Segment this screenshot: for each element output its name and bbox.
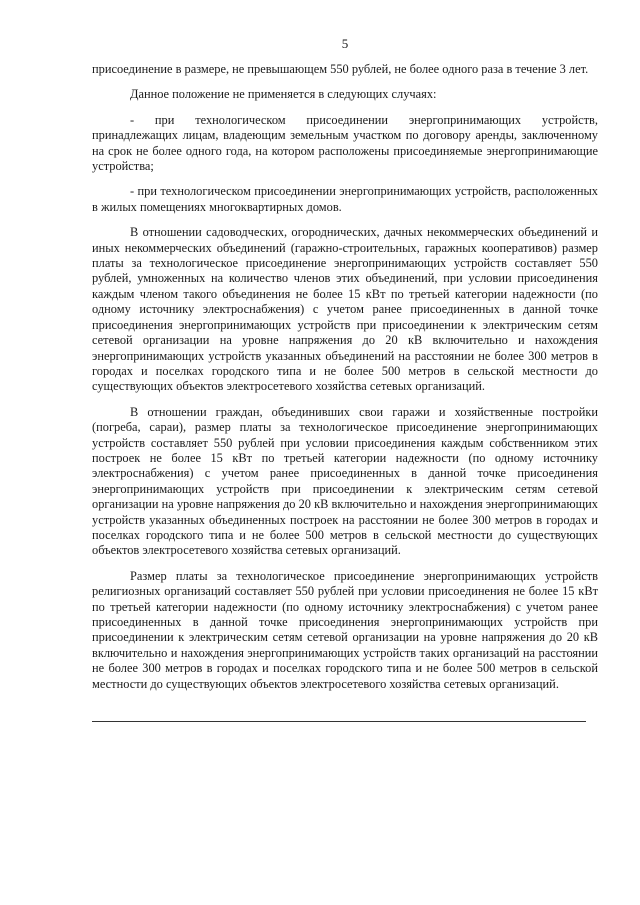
paragraph-exceptions-intro: Данное положение не применяется в следующих случаях: [130,87,437,102]
document-page [92,36,598,702]
paragraph-continuation: присоединение в размере, не превышающем 550 рублей, не более одного раза в течение 3 лет. [92,62,589,76]
page-number: 5 [341,36,349,51]
paragraph-exception-lease: - при технологическом присоединении энергопринимающих устройств, принадлежащих лицам, владеющим земельным участком по договору аренды, заключенному на срок не более одного года, на котором расположены присоединяемые энергопринимающие устройства; [92,112,598,174]
footer-divider [92,721,586,722]
paragraph-religious-organizations: Размер платы за технологическое присоединение энергопринимающих устройств религиозных организаций составляет 550 рублей при условии присоединения не более 15 кВт по третьей категории надежности (по одному источнику электроснабжения) с учетом ранее присоединенных в данной точке присоединения энергопринимающих устройств при присоединении к электрическим сетям сетевой организации на уровне напряжения до 20 кВ включительно и нахождения энергопринимающих устройств таких организаций на расстоянии не более 300 метров в городах и поселках городского типа и не более 500 метров в сельской местности до существующих объектов электросетевого хозяйства сетевых организаций. [92,568,598,691]
paragraph-nonprofit-associations: В отношении садоводческих, огороднических, дачных некоммерческих объединений и иных некоммерческих объединений (гаражно-строительных, гаражных кооперативов) размер платы за технологическое присоединение энергопринимающих устройств составляет 550 рублей, умноженных на количество членов этих объединений, при условии присоединения каждым членом такого объединения не более 15 кВт по третьей категории надежности (по одному источнику электроснабжения) с учетом ранее присоединенных в данной точке присоединения энергопринимающих устройств при присоединении к электрическим сетям сетевой организации на уровне напряжения до 20 кВ включительно и нахождения энергопринимающих устройств указанных объединений на расстоянии не более 300 метров в городах и поселках городского типа и не более 500 метров в сельской местности до существующих объектов электросетевого хозяйства сетевых организаций. [92,225,598,394]
paragraph-exception-apartments: - при технологическом присоединении энергопринимающих устройств, расположенных в жилых помещениях многоквартирных домов. [92,184,598,214]
paragraph-garage-owners: В отношении граждан, объединивших свои гаражи и хозяйственные постройки (погреба, сараи), размер платы за технологическое присоединение энергопринимающих устройств составляет 550 рублей при условии присоединения каждым собственником этих построек не более 15 кВт по третьей категории надежности (по одному источнику электроснабжения) с учетом ранее присоединенных в данной точке присоединения энергопринимающих устройств при присоединении к электрическим сетям сетевой организации на уровне напряжения до 20 кВ включительно и нахождения энергопринимающих устройств указанных объединенных построек на расстоянии не более 300 метров в городах и поселках городского типа и не более 500 метров в сельской местности до существующих объектов электросетевого хозяйства сетевых организаций. [92,404,598,558]
